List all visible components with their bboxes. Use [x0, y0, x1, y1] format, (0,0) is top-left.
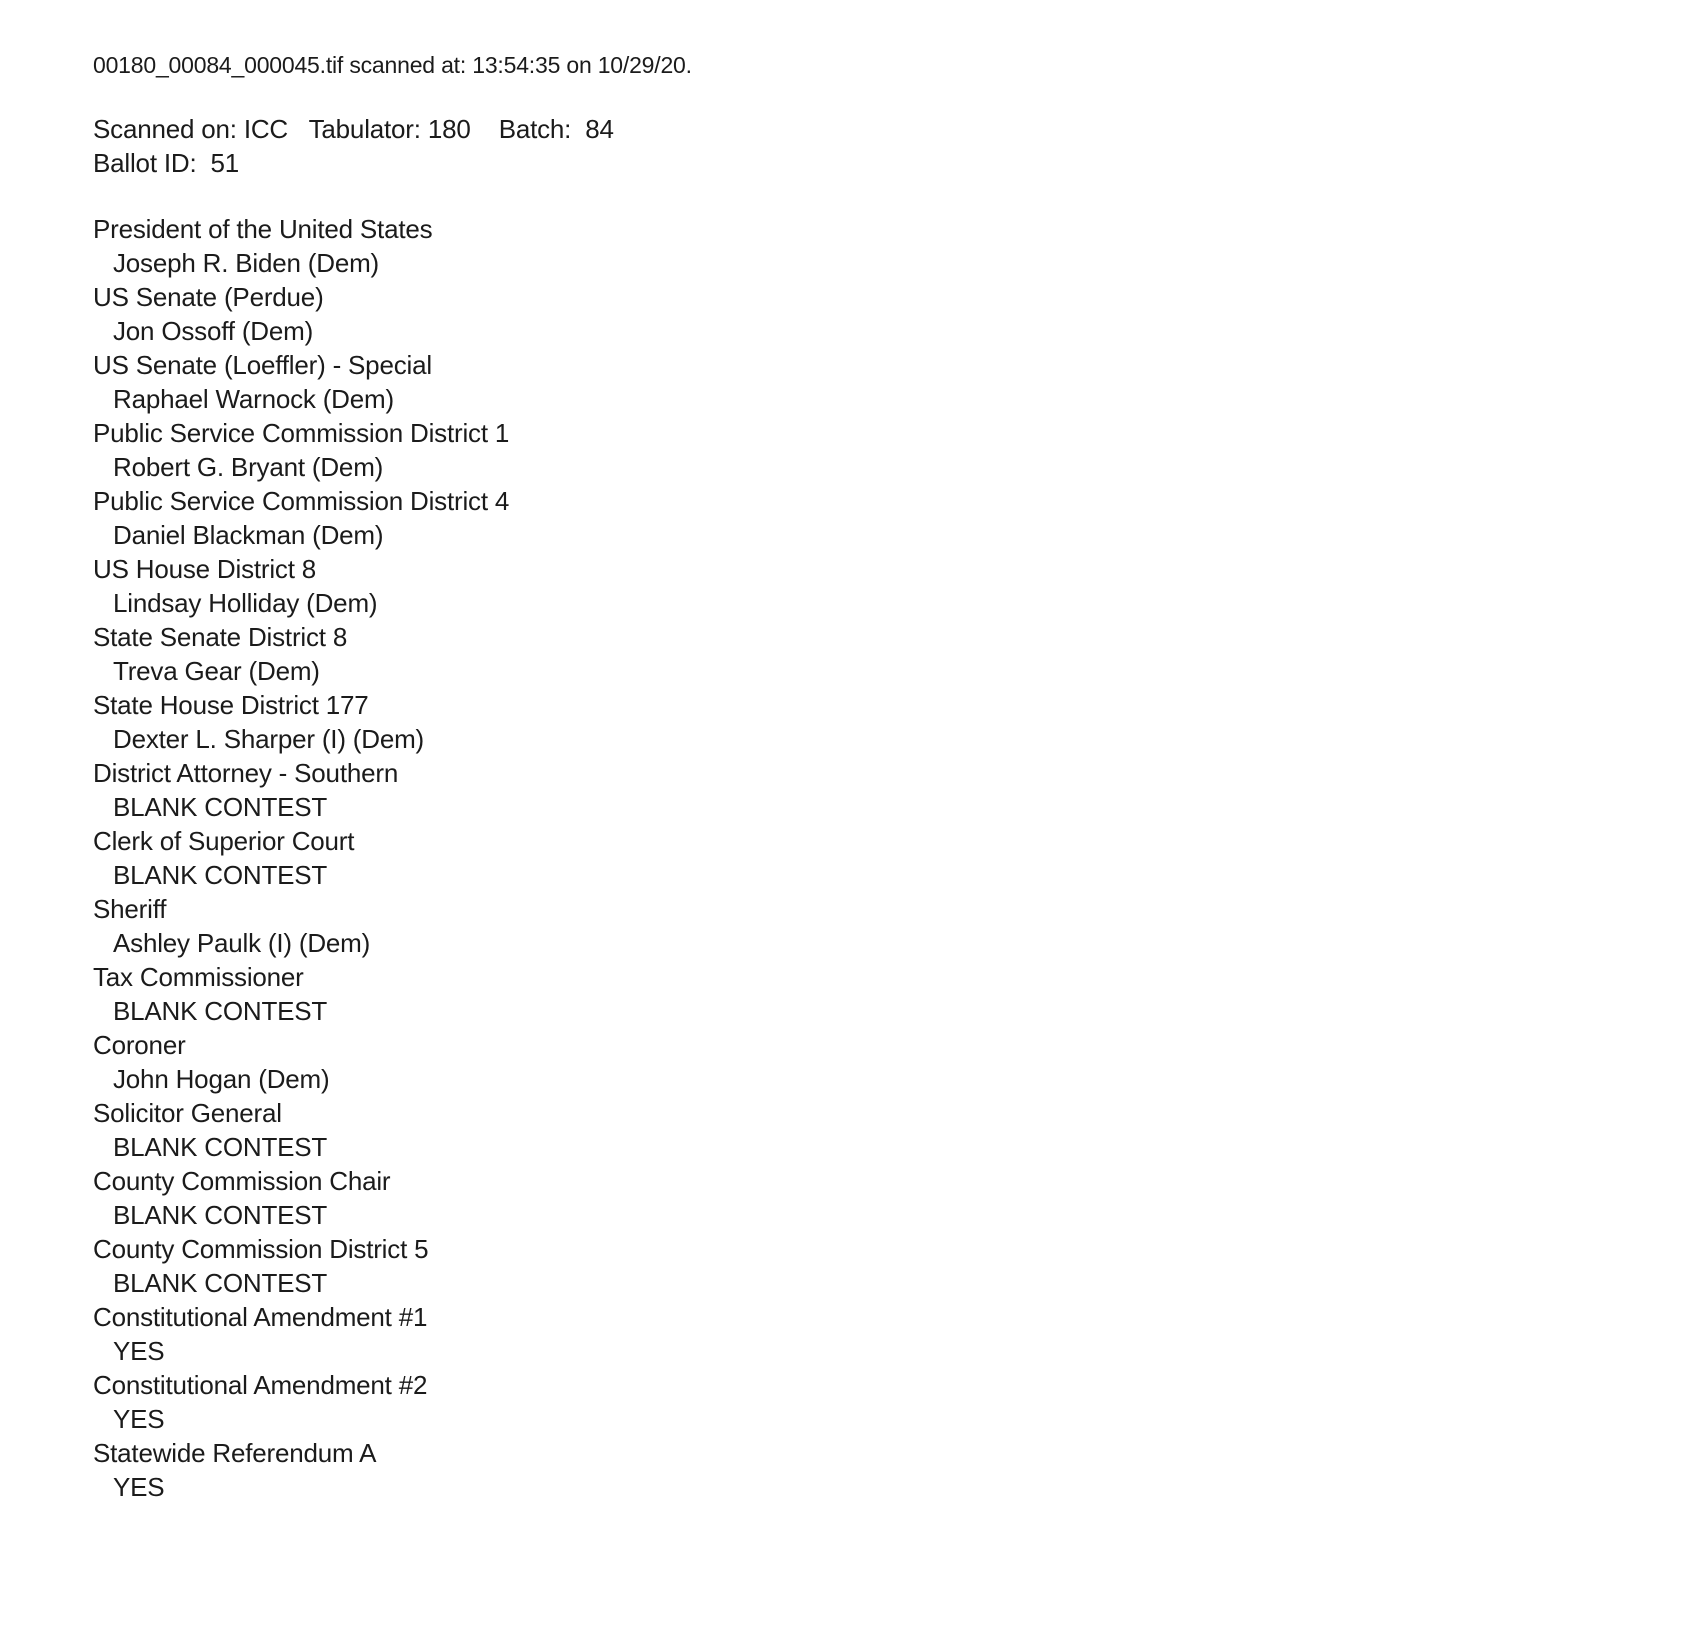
contest-row — [93, 280, 1593, 348]
contest-row — [93, 416, 1593, 484]
contest-selection: YES — [113, 1472, 165, 1502]
contest-title: Clerk of Superior Court — [93, 826, 355, 856]
scan-filename-line: 00180_00084_000045.tif scanned at: 13:54:35 on 10/29/20. — [93, 52, 692, 78]
contest-row — [93, 1164, 1593, 1232]
contest-selection: Ashley Paulk (I) (Dem) — [113, 928, 371, 958]
contest-title: Tax Commissioner — [93, 962, 304, 992]
contest-selection: Raphael Warnock (Dem) — [113, 384, 394, 414]
contest-row — [93, 824, 1593, 892]
contest-selection: John Hogan (Dem) — [113, 1064, 330, 1094]
contest-list — [93, 212, 1593, 1504]
contest-row — [93, 348, 1593, 416]
contest-row — [93, 1232, 1593, 1300]
contest-selection: Dexter L. Sharper (I) (Dem) — [113, 724, 425, 754]
contest-selection: Joseph R. Biden (Dem) — [113, 248, 380, 278]
ballot-id-line: Ballot ID: 51 — [93, 148, 240, 178]
contest-title: US House District 8 — [93, 554, 317, 584]
contest-row — [93, 688, 1593, 756]
contest-title: US Senate (Perdue) — [93, 282, 324, 312]
contest-selection: BLANK CONTEST — [113, 1200, 328, 1230]
contest-row — [93, 1028, 1593, 1096]
contest-row — [93, 1096, 1593, 1164]
contest-row — [93, 212, 1593, 280]
contest-title: County Commission Chair — [93, 1166, 391, 1196]
contest-row — [93, 484, 1593, 552]
contest-selection: BLANK CONTEST — [113, 1132, 328, 1162]
contest-title: County Commission District 5 — [93, 1234, 429, 1264]
contest-title: Sheriff — [93, 894, 167, 924]
contest-row — [93, 960, 1593, 1028]
contest-title: Coroner — [93, 1030, 186, 1060]
contest-row — [93, 552, 1593, 620]
contest-selection: Lindsay Holliday (Dem) — [113, 588, 378, 618]
contest-title: State House District 177 — [93, 690, 369, 720]
contest-row — [93, 756, 1593, 824]
scanned-ballot-record — [93, 0, 1593, 1504]
contest-selection: BLANK CONTEST — [113, 792, 328, 822]
contest-row — [93, 620, 1593, 688]
scan-info-line: Scanned on: ICC Tabulator: 180 Batch: 84 — [93, 114, 614, 144]
contest-row — [93, 1300, 1593, 1368]
contest-title: District Attorney - Southern — [93, 758, 399, 788]
contest-title: State Senate District 8 — [93, 622, 348, 652]
contest-title: Solicitor General — [93, 1098, 282, 1128]
contest-selection: BLANK CONTEST — [113, 860, 328, 890]
contest-title: Constitutional Amendment #2 — [93, 1370, 428, 1400]
contest-selection: Daniel Blackman (Dem) — [113, 520, 384, 550]
contest-selection: BLANK CONTEST — [113, 1268, 328, 1298]
contest-title: Constitutional Amendment #1 — [93, 1302, 428, 1332]
contest-selection: BLANK CONTEST — [113, 996, 328, 1026]
contest-selection: Jon Ossoff (Dem) — [113, 316, 314, 346]
contest-title: Public Service Commission District 4 — [93, 486, 510, 516]
contest-selection: YES — [113, 1336, 165, 1366]
contest-row — [93, 892, 1593, 960]
contest-title: Statewide Referendum A — [93, 1438, 377, 1468]
contest-title: President of the United States — [93, 214, 433, 244]
contest-selection: Robert G. Bryant (Dem) — [113, 452, 384, 482]
contest-row — [93, 1368, 1593, 1436]
contest-selection: YES — [113, 1404, 165, 1434]
contest-selection: Treva Gear (Dem) — [113, 656, 320, 686]
contest-title: Public Service Commission District 1 — [93, 418, 510, 448]
contest-title: US Senate (Loeffler) - Special — [93, 350, 432, 380]
contest-row — [93, 1436, 1593, 1504]
